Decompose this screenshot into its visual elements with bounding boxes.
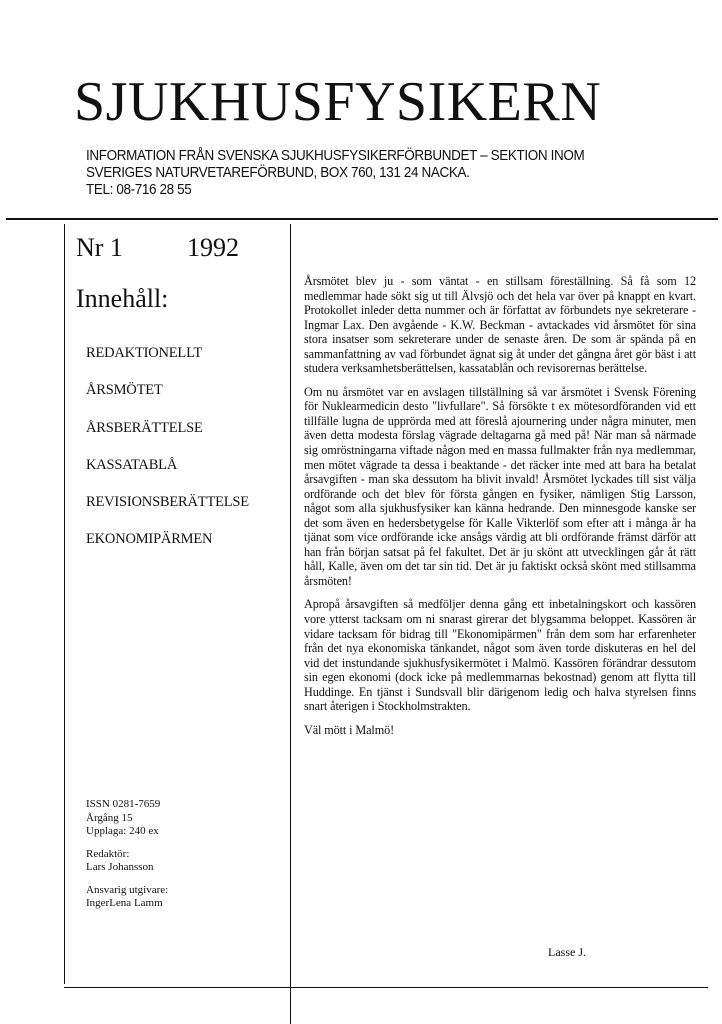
org-info-line: TEL: 08-716 28 55 <box>86 182 192 198</box>
issue-line <box>76 232 239 264</box>
contents-item: REDAKTIONELLT <box>86 345 203 361</box>
editor-label: Redaktör: <box>86 847 130 860</box>
org-info-line: SVERIGES NATURVETAREFÖRBUND, BOX 760, 131 24 NACKA. <box>86 165 470 181</box>
contents-list <box>86 344 249 568</box>
left-column-border <box>64 224 65 984</box>
issn: ISSN 0281-7659 <box>86 798 161 810</box>
contents-item: ÅRSMÖTET <box>86 382 163 399</box>
editor-name: Lars Johansson <box>86 861 154 873</box>
volume: Årgång 15 <box>86 811 133 824</box>
article-paragraph: Årsmötet blev ju - som väntat - en stillsam föreställning. Så få som 12 medlemmar hade sökt sig ut till Älvsjö och det hela var över på knappt en kvart. Protokollet inleder detta nummer och är författat av förbundets nye sekreterare - Ingmar Lax. Den avgående - K.W. Beckman - avtackades vid årsmötet för sina stora insatser som sekreterare under de senaste åren. De som är spända på en sammanfattning av vad förbundet ägnat sig åt under det gångna året gör bäst i att studera verksamhetsberättelsen, kassatablån och revisorernas berättelse. <box>304 274 696 376</box>
issue-number: Nr 1 <box>76 233 123 262</box>
article-paragraph: Apropå årsavgiften så medföljer denna gång ett inbetalningskort och kassören vore ytterst tacksam om ni snarast girerar det blygsamma beloppet. Kassören är vidare tacksam för bidrag till "Ekonomipärmen" från dem som har erfarenheter från det nya ekonomiska tänkandet, något som även torde diskuteras en hel del vid det instundande sjukhusfysikermötet i Malmö. Kassören förändrar dessutom sin egen ekonomi (dock icke på medlemmarnas bekostnad) genom att flytta till Huddinge. En tjänst i Sundsvall blir därigenom ledig och halva styrelsen finns snart återigen i Stockholmstrakten. <box>304 597 696 714</box>
issue-year: 1992 <box>187 233 239 262</box>
organization-info <box>86 148 663 199</box>
publication-meta <box>86 798 276 920</box>
contents-item: ÅRSBERÄTTELSE <box>86 419 203 436</box>
article-paragraph: Väl mött i Malmö! <box>304 722 395 737</box>
contents-item: EKONOMIPÄRMEN <box>86 531 213 548</box>
contents-item: KASSATABLÅ <box>86 456 178 473</box>
org-info-line: INFORMATION FRÅN SVENSKA SJUKHUSFYSIKERFÖRBUNDET – SEKTION INOM <box>86 148 585 164</box>
publisher-label: Ansvarig utgivare: <box>86 883 169 896</box>
column-divider <box>290 224 291 1024</box>
masthead-title: SJUKHUSFYSIKERN <box>74 71 602 133</box>
article-paragraph: Om nu årsmötet var en avslagen tillställning så var årsmötet i Svensk Förening för Nuklearmedicin desto "livfullare". Så försökte t ex mötesordföranden vid ett tillfälle lugna de upprörda med att föreslå ajournering under några minuter, men även detta modesta förslag vägrade deltagarna gå med på! När man så närmade sig omröstningarna viftade någon med en massa fullmakter från nya medlemmar, men mötet vägrade ta dessa i beaktande - det räcker inte med att bara ha betalat årsavgiften - man ska dessutom ha blivit invald! Årsmötet lyckades till sist välja ordförande och det blev för första gången en fysiker, nämligen Stig Larsson, något som alla sjukhusfysiker kan känna hedrande. Den minnesgode kanske ser det som även en hedersbetygelse för Kalle Vikterlöf som efter att i många år ha tjänat som vice ordförande icke ansågs värdig att bli ordförande främst därför att han från början satsat på fel fakultet. Det är ju skönt att utvecklingen går åt rätt håll, Kalle, även om det tar sin tid. Det är ju faktiskt också skönt med stillsamma årsmöten! <box>304 384 696 588</box>
contents-title: Innehåll: <box>76 284 169 313</box>
editorial-article <box>304 274 696 746</box>
article-signature: Lasse J. <box>548 945 586 959</box>
bottom-rule <box>64 987 708 988</box>
contents-item: REVISIONSBERÄTTELSE <box>86 494 249 511</box>
publisher-name: IngerLena Lamm <box>86 897 163 909</box>
top-rule <box>6 218 718 220</box>
print-run: Upplaga: 240 ex <box>86 825 159 837</box>
